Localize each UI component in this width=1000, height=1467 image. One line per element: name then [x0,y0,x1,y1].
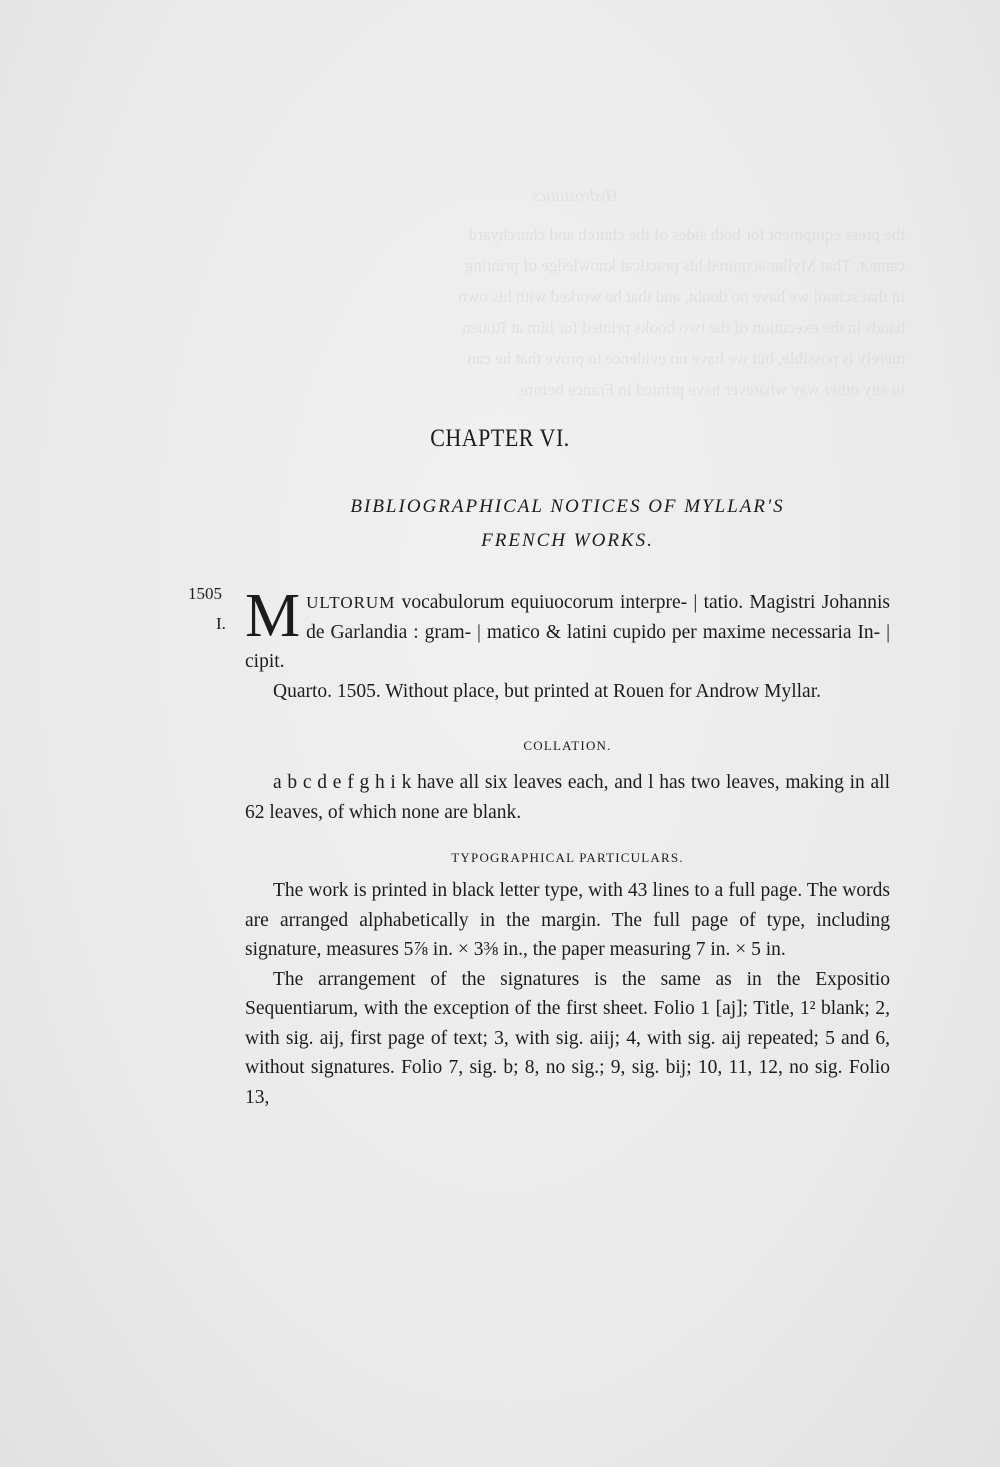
ghost-line: the press equipment for both sides of the church and churchyard [468,225,905,244]
ghost-line: in that school we have no doubt, and that he worked with his own [458,287,905,306]
title-rest: vocabulorum equiuocorum interpre- | tatio. Magistri Johannis de Garlandia : gram- | matico & latini cupido per maxime necessaria In- | cipit. [245,592,890,672]
collation-heading: COLLATION. [523,738,612,753]
chapter-title: CHAPTER VI. [430,423,570,452]
margin-entry-number: I. [216,614,226,633]
imprint-paragraph: Quarto. 1505. Without place, but printed at Rouen for Androw Myllar. [273,680,822,702]
ghost-title: Hydrostatics [531,186,619,205]
margin-year: 1505 [188,584,222,603]
typography-paragraph-1: The work is printed in black letter type, with 43 lines to a full page. The words are arranged alphabetically in the margin. The full page of type, including signature, measures 5⅞ in. × 3⅜ in., the paper measuring 7 in. × 5 in. [245,880,890,960]
typography-paragraph-2: The arrangement of the signatures is the same as in the Expositio Sequentiarum, with the exception of the first sheet. Folio 1 [aj]; Title, 1² blank; 2, with sig. aij, first page of text; 3, with sig. aiij; 4, with sig. aij repeated; 5 and 6, without signatures. Folio 7, sig. b; 8, no sig.; 9, sig. bij; 10, 11, 12, no sig. Folio 13, [245,968,890,1108]
drop-cap: M [245,582,301,650]
ghost-line: hands in the execution of the two books printed for him at Rouen [462,318,905,337]
ghost-line: in any other way whatever have printed in France before. [516,380,905,399]
collation-paragraph [245,768,890,827]
bleed-through-text [245,180,905,405]
ghost-line: merely is possible, but we have no evidence to prove that he can [467,349,905,368]
typography-section [245,876,890,1112]
typography-heading: TYPOGRAPHICAL PARTICULARS. [451,850,684,865]
ghost-line: cannot. That Myllar acquired his practical knowledge of printing [464,256,905,275]
entry-title-paragraph [245,582,890,677]
entry-text [245,582,890,706]
chapter-subtitle-line2: FRENCH WORKS. [481,530,654,551]
title-caps: ULTORUM [306,593,396,612]
collation-text: a b c d e f g h i k have all six leaves each, and l has two leaves, making in all 62 leaves, of which none are blank. [245,772,890,823]
chapter-subtitle-line1: BIBLIOGRAPHICAL NOTICES OF MYLLAR'S [350,496,785,517]
